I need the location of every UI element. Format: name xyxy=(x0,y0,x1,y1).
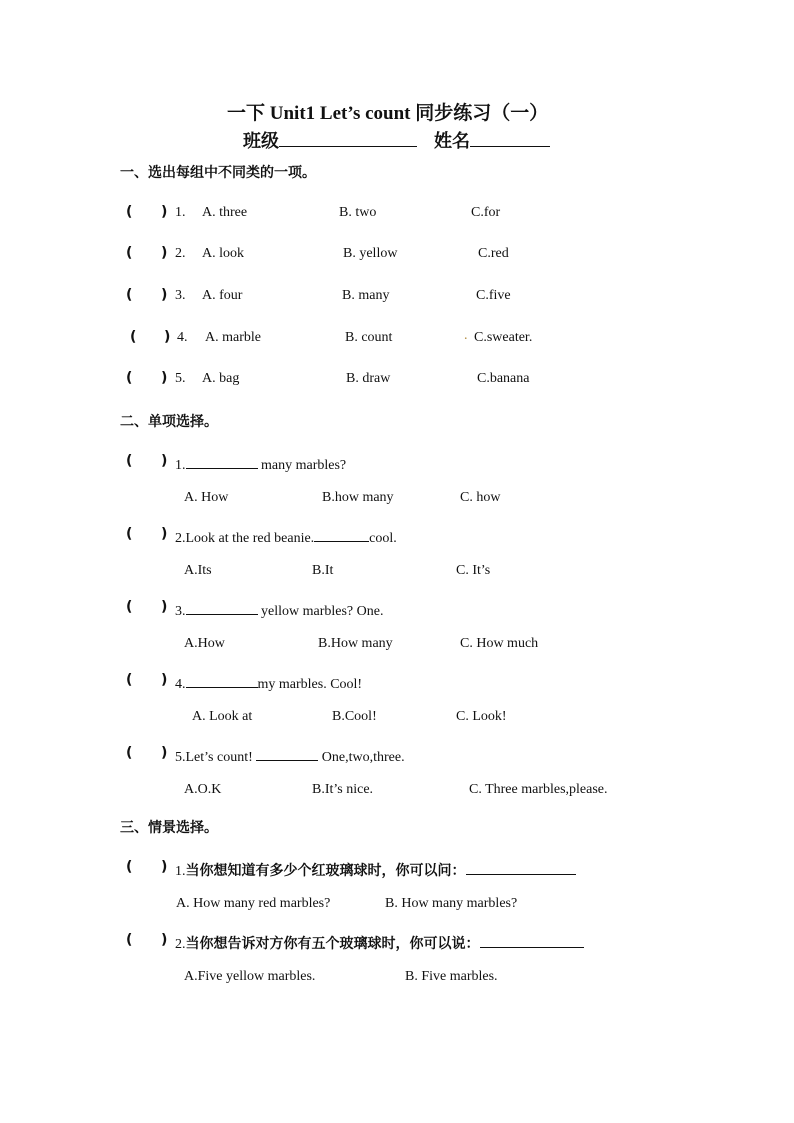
name-blank[interactable] xyxy=(470,132,550,147)
option-c: C.red xyxy=(478,246,509,261)
answer-paren-open[interactable]: ( xyxy=(126,453,133,469)
fill-blank[interactable] xyxy=(186,600,258,615)
answer-paren-close: ) xyxy=(161,453,168,469)
section2-heading: 二、单项选择。 xyxy=(120,414,218,430)
option-a: A. look xyxy=(202,246,244,261)
option-b: B. Five marbles. xyxy=(405,969,498,984)
class-blank[interactable] xyxy=(279,132,417,147)
stray-dot: . xyxy=(464,328,468,343)
option-c: C.sweater. xyxy=(474,330,533,345)
question-prompt: 当你想知道有多少个红玻璃球时，你可以问： xyxy=(185,863,466,879)
option-a: A. How xyxy=(184,490,229,505)
question-suffix: yellow marbles? One. xyxy=(257,604,384,619)
option-c: C.banana xyxy=(477,371,530,386)
answer-paren-close: ) xyxy=(161,287,168,303)
question-suffix: cool. xyxy=(369,531,397,546)
fill-blank[interactable] xyxy=(186,673,258,688)
answer-paren-close: ) xyxy=(161,859,168,875)
option-b: B. draw xyxy=(346,371,391,386)
fill-blank[interactable] xyxy=(480,933,584,948)
question-text xyxy=(175,600,383,620)
question-prompt: 当你想告诉对方你有五个玻璃球时，你可以说： xyxy=(185,936,480,952)
question-prefix: 5.Let’s count! xyxy=(175,750,257,765)
option-a: A. four xyxy=(202,288,243,303)
option-b: B.How many xyxy=(318,636,393,651)
answer-paren-close: ) xyxy=(161,526,168,542)
option-b: B.It’s nice. xyxy=(312,782,374,797)
answer-paren-open[interactable]: ( xyxy=(126,599,133,615)
answer-paren-close: ) xyxy=(161,672,168,688)
option-a: A.Five yellow marbles. xyxy=(184,969,316,984)
question-prefix: 1. xyxy=(175,458,186,473)
answer-paren-open[interactable]: ( xyxy=(126,932,133,948)
question-number: 3. xyxy=(175,288,186,303)
option-a: A.How xyxy=(184,636,225,651)
name-label: 姓名 xyxy=(434,131,470,151)
question-number: 2. xyxy=(175,246,186,261)
answer-paren-open[interactable]: ( xyxy=(126,287,133,303)
question-suffix: many marbles? xyxy=(257,458,347,473)
option-b: B.how many xyxy=(322,490,394,505)
question-text xyxy=(175,933,584,953)
option-a: A.Its xyxy=(184,563,212,578)
answer-paren-close: ) xyxy=(161,204,168,220)
option-c: C. It’s xyxy=(456,563,491,578)
fill-blank[interactable] xyxy=(186,454,258,469)
option-c: C.for xyxy=(471,205,501,220)
answer-paren-open[interactable]: ( xyxy=(130,329,137,345)
question-prefix: 4. xyxy=(175,677,186,692)
option-c: C. Three marbles,please. xyxy=(469,782,608,797)
option-a: A. How many red marbles? xyxy=(176,896,331,911)
section1-heading: 一、选出每组中不同类的一项。 xyxy=(120,165,316,181)
option-a: A. three xyxy=(202,205,248,220)
question-text xyxy=(175,673,362,693)
option-a: A. Look at xyxy=(192,709,253,724)
question-text xyxy=(175,454,346,474)
option-a: A. bag xyxy=(202,371,240,386)
answer-paren-close: ) xyxy=(164,329,171,345)
answer-paren-open[interactable]: ( xyxy=(126,245,133,261)
option-a: A.O.K xyxy=(184,782,222,797)
class-label: 班级 xyxy=(243,131,279,151)
fill-blank[interactable] xyxy=(466,860,576,875)
option-c: C. how xyxy=(460,490,501,505)
question-text xyxy=(175,527,397,547)
question-prefix: 2.Look at the red beanie. xyxy=(175,531,315,546)
option-c: C.five xyxy=(476,288,511,303)
option-b: B. count xyxy=(345,330,393,345)
question-number: 2. xyxy=(175,937,186,952)
option-a: A. marble xyxy=(205,330,261,345)
option-b: B. two xyxy=(339,205,377,220)
answer-paren-close: ) xyxy=(161,370,168,386)
answer-paren-open[interactable]: ( xyxy=(126,672,133,688)
option-b: B.Cool! xyxy=(332,709,377,724)
answer-paren-open[interactable]: ( xyxy=(126,859,133,875)
question-number: 1. xyxy=(175,205,186,220)
question-text xyxy=(175,746,405,766)
question-number: 5. xyxy=(175,371,186,386)
answer-paren-open[interactable]: ( xyxy=(126,204,133,220)
answer-paren-open[interactable]: ( xyxy=(126,370,133,386)
option-c: C. Look! xyxy=(456,709,507,724)
answer-paren-open[interactable]: ( xyxy=(126,745,133,761)
option-b: B. many xyxy=(342,288,390,303)
fill-blank[interactable] xyxy=(314,527,369,542)
answer-paren-close: ) xyxy=(161,245,168,261)
question-text xyxy=(175,860,576,880)
name-class-line xyxy=(243,127,550,153)
question-number: 1. xyxy=(175,864,186,879)
question-number: 4. xyxy=(177,330,188,345)
option-b: B.It xyxy=(312,563,334,578)
question-prefix: 3. xyxy=(175,604,186,619)
option-c: C. How much xyxy=(460,636,539,651)
question-suffix: One,two,three. xyxy=(318,750,405,765)
fill-blank[interactable] xyxy=(256,746,318,761)
question-suffix: my marbles. Cool! xyxy=(257,677,363,692)
option-b: B. How many marbles? xyxy=(385,896,518,911)
section3-heading: 三、情景选择。 xyxy=(120,820,218,836)
answer-paren-close: ) xyxy=(161,599,168,615)
answer-paren-close: ) xyxy=(161,745,168,761)
answer-paren-open[interactable]: ( xyxy=(126,526,133,542)
page-title: 一下 Unit1 Let’s count 同步练习（一） xyxy=(227,103,549,124)
answer-paren-close: ) xyxy=(161,932,168,948)
option-b: B. yellow xyxy=(343,246,398,261)
